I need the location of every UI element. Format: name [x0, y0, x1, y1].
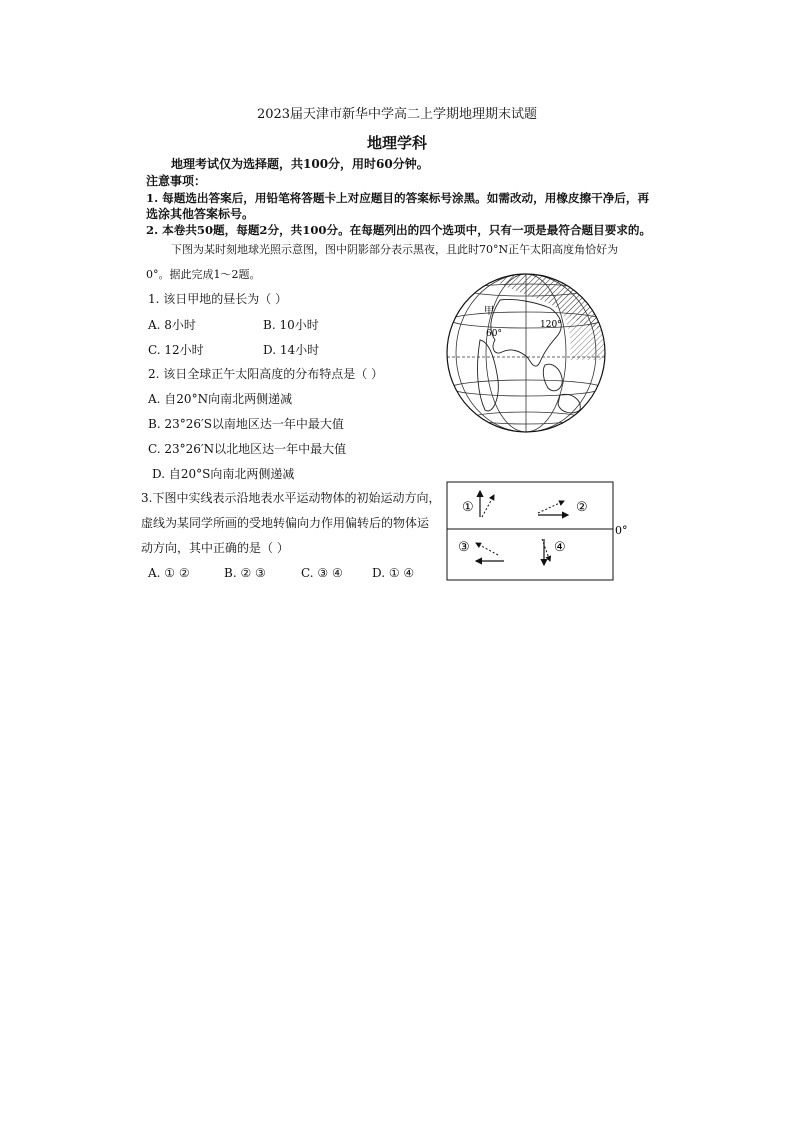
- q1-option-a[interactable]: A. 8小时: [148, 318, 196, 332]
- q2-option-b[interactable]: B. 23°26′S以南地区达一年中最大值: [148, 417, 344, 431]
- arrow-3-dashed: [476, 543, 498, 555]
- globe-label-60: 60°: [486, 329, 502, 339]
- arrow-1-dashed: [482, 495, 494, 517]
- notice-heading: 注意事项：: [146, 174, 207, 188]
- q3-option-d[interactable]: D. ① ④: [372, 566, 415, 580]
- diagram-label-2: ②: [576, 500, 588, 515]
- deflection-diagram: [446, 481, 632, 583]
- notice-1b: 选涂其他答案标号。: [146, 207, 255, 221]
- q3-line3: 动方向，其中正确的是（ ）: [141, 541, 289, 555]
- intro-line: 地理考试仅为选择题，共100分，用时60分钟。: [171, 157, 429, 171]
- notice-1a: 1. 每题选出答案后，用铅笔将答题卡上对应题目的答案标号涂黑。如需改动，用橡皮擦干净后，再: [146, 191, 650, 205]
- diagram-label-3: ③: [458, 540, 470, 555]
- equator-label: 0°: [615, 524, 628, 537]
- stem-line2: 0°。据此完成1～2题。: [146, 268, 261, 281]
- q2-option-c[interactable]: C. 23°26′N以北地区达一年中最大值: [148, 442, 347, 456]
- q2-option-a[interactable]: A. 自20°N向南北两侧递减: [148, 392, 293, 406]
- q3-option-a[interactable]: A. ① ②: [148, 566, 190, 580]
- arrow-4-dashed: [542, 539, 550, 561]
- diagram-label-1: ①: [462, 500, 474, 515]
- stem-line1: 下图为某时刻地球光照示意图，图中阴影部分表示黑夜，且此时70°N正午太阳高度角恰好为: [171, 243, 619, 256]
- q3-option-c[interactable]: C. ③ ④: [301, 566, 343, 580]
- q1-option-b[interactable]: B. 10小时: [263, 318, 319, 332]
- q3-line2: 虚线为某同学所画的受地转偏向力作用偏转后的物体运: [141, 516, 430, 530]
- globe-label-120: 120°: [540, 320, 562, 330]
- q1-option-c[interactable]: C. 12小时: [148, 343, 204, 357]
- subject-title: 地理学科: [366, 134, 427, 152]
- q1-option-d[interactable]: D. 14小时: [263, 343, 320, 357]
- arrow-2-dashed: [538, 501, 564, 513]
- exam-title: 2023届天津市新华中学高二上学期地理期末试题: [256, 107, 538, 122]
- q2-option-d[interactable]: D. 自20°S向南北两侧递减: [152, 467, 295, 481]
- q2-question: 2. 该日全球正午太阳高度的分布特点是（ ）: [148, 367, 384, 381]
- q3-option-b[interactable]: B. ② ③: [224, 566, 266, 580]
- q3-line1: 3.下图中实线表示沿地表水平运动物体的初始运动方向，: [141, 491, 441, 505]
- q1-question: 1. 该日甲地的昼长为（ ）: [148, 292, 288, 306]
- globe-illumination-figure: [440, 270, 610, 435]
- notice-2: 2. 本卷共50题，每题2分，共100分。在每题列出的四个选项中，只有一项是最符合题目要求的。: [146, 223, 652, 237]
- globe-label-jia: 甲: [484, 306, 494, 317]
- diagram-label-4: ④: [554, 540, 566, 555]
